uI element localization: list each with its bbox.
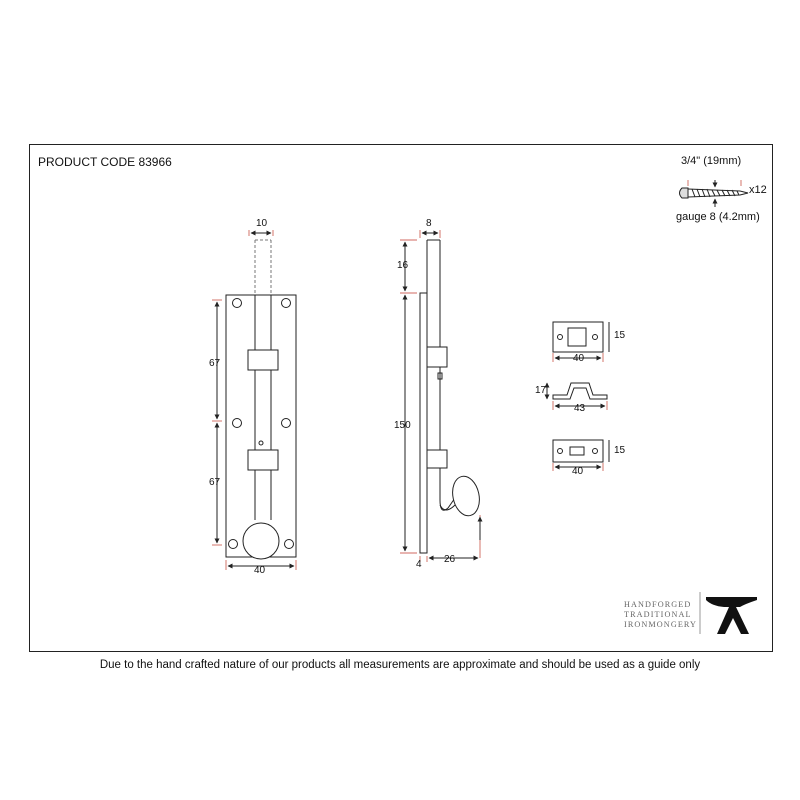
side-knob [449, 474, 483, 519]
side-view [400, 230, 483, 562]
anvil-logo-icon [706, 597, 757, 634]
flat-keep-height-label: 15 [614, 445, 626, 456]
spacing-lower-label: 67 [209, 477, 221, 488]
staple-keep-height-label: 17 [535, 385, 547, 396]
screw-icon [680, 180, 749, 207]
bolt-extension-label: 16 [397, 260, 409, 271]
bolt-thickness-label: 8 [426, 218, 432, 229]
brand-line-1: HANDFORGED [624, 600, 692, 609]
backplate [226, 295, 296, 557]
product-code: PRODUCT CODE 83966 [38, 155, 172, 169]
front-view [212, 230, 296, 570]
spacing-upper-label: 67 [209, 358, 221, 369]
square-keep-width-label: 40 [573, 353, 585, 364]
knob [243, 523, 279, 559]
brand-line-3: IRONMONGERY [624, 620, 698, 629]
brand-line-2: TRADITIONAL [624, 610, 692, 619]
side-backplate [420, 293, 427, 553]
screw-length-label: 3/4" (19mm) [681, 155, 742, 167]
plate-thickness-label: 4 [416, 559, 422, 570]
flat-keep-width-label: 40 [572, 466, 584, 477]
bolt-width-label: 10 [256, 218, 268, 229]
plate-width-label: 40 [254, 565, 266, 576]
disclaimer: Due to the hand crafted nature of our products all measurements are approximate and should be used as a guide only [99, 659, 701, 671]
screw-quantity-label: x12 [749, 184, 767, 196]
staple-keep-width-label: 43 [574, 403, 586, 414]
square-keep-height-label: 15 [614, 330, 626, 341]
plate-length-label: 150 [394, 420, 411, 431]
brand-text [624, 600, 697, 630]
screw-gauge-label: gauge 8 (4.2mm) [676, 211, 760, 223]
knob-projection-label: 26 [444, 554, 456, 565]
bolt-guide-lower [248, 450, 278, 470]
bolt-guide-upper [248, 350, 278, 370]
